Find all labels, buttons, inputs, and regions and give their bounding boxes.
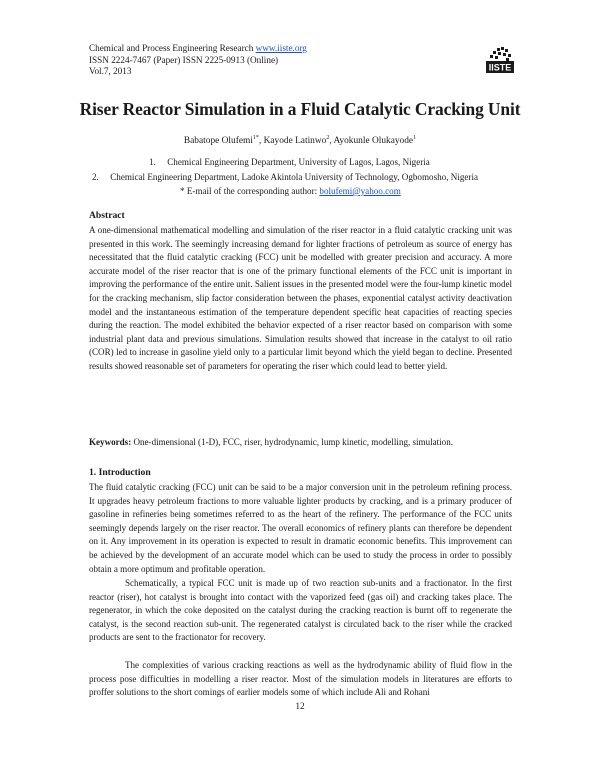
email-link[interactable]: bolufemi@yahoo.com	[319, 186, 401, 196]
affiliation-number: 1.	[149, 157, 156, 167]
author-superscript: 1*	[252, 135, 259, 141]
iiste-logo	[486, 47, 514, 73]
author-superscript: 1	[413, 135, 417, 141]
abstract-text: A one-dimensional mathematical modelling and simulation of the riser reactor in a fluid catalytic cracking unit was presented in this work. The seemingly increasing demand for lighter fractions of petroleum as source of energy has necessitated that the fluid catalytic cracking (FCC) unit be modelled with greater precision and accuracy. A more accurate model of the riser reactor that is one of the primary functional elements of the FCC unit is important in improving the performance of the entire unit. Salient issues in the presented model were the four-lump kinetic model for the cracking mechanism, slip factor consideration between the phases, exponential catalyst activity deactivation model and the instantaneous estimation of the temperature dependent specific heat capacities of reacting species during the reaction. The model exhibited the behavior expected of a riser reactor based on comparison with some industrial plant data and previous simulations. Simulation results showed that increase in the catalyst to oil ratio (COR) led to increase in gasoline yield only to a particular limit beyond which the yield began to decline. Presented results showed reasonable set of parameters for operating the riser which could lead to better yield.	[89, 225, 512, 371]
author-name: Babatope Olufemi	[183, 136, 253, 147]
introduction-heading: 1. Introduction	[89, 467, 151, 478]
abstract-heading: Abstract	[89, 210, 125, 221]
journal-header	[89, 43, 307, 78]
corresponding-email: * E-mail of the corresponding author: bolufemi@yahoo.com	[180, 186, 401, 196]
author-name: Ayokunle Olukayode	[333, 136, 414, 147]
affiliation-text: Chemical Engineering Department, University of Lagos, Lagos, Nigeria	[167, 157, 430, 167]
affiliation-number: 2.	[92, 172, 99, 182]
intro-paragraph-1: The fluid catalytic cracking (FCC) unit can be said to be a major conversion unit in the petroleum refining process. It upgrades heavy petroleum fractions to more valuable lighter products by cracking, and is a primary producer of gasoline in refineries being sometimes referred to as the heart of the refinery. The performance of the FCC units seemingly depends largely on the riser reactor. The overall economics of refinery plants can therefore be dependent on it. Any improvement in its operation is expected to result in dramatic economic benefits. This improvement can be achieved by the development of an accurate model which can be used to study the process in order to possibly obtain a more optimum and profitable operation.	[89, 482, 512, 574]
paper-title: Riser Reactor Simulation in a Fluid Catalytic Cracking Unit	[79, 99, 521, 119]
page-number: 12	[295, 702, 305, 712]
intro-paragraph-3: The complexities of various cracking reactions as well as the hydrodynamic ability of fluid flow in the process pose difficulties in modelling a riser reactor. Most of the simulation models in literatures are efforts to proffer solutions to the short comings of earlier models some of which include Ali and Rohani	[89, 660, 512, 698]
affiliation-text: Chemical Engineering Department, Ladoke Akintola University of Technology, Ogbomosho, Nigeria	[110, 172, 479, 182]
author-name: Kayode Latinwo	[263, 136, 327, 147]
author-superscript: 2	[326, 135, 330, 141]
affiliation-1	[149, 157, 430, 167]
affiliation-2	[92, 172, 478, 182]
keywords	[89, 437, 512, 447]
issn-line: ISSN 2224-7467 (Paper) ISSN 2225-0913 (Online)	[89, 54, 279, 65]
keywords-text: One-dimensional (1-D), FCC, riser, hydrodynamic, lump kinetic, modelling, simulation.	[131, 437, 453, 447]
journal-website-link[interactable]: www.iiste.org	[255, 43, 307, 53]
author-list: Babatope Olufemi$^{1*}$, Kayode Latinwo$^2$, Ayokunle Olukayode$^1$	[183, 135, 417, 147]
svg-text:IISTE: IISTE	[488, 62, 512, 73]
keywords-label: Keywords:	[89, 437, 132, 447]
volume-line: Vol.7, 2013	[89, 66, 132, 76]
intro-paragraph-2: Schematically, a typical FCC unit is made up of two reaction sub-units and a fractionator. In the first reactor (riser), hot catalyst is brought into contact with the vaporized feed (gas oil) and cracking takes place. The regenerator, in which the coke deposited on the catalyst during the cracking reaction is burnt off to regenerate the catalyst, is the second reaction sub-unit. The regenerated catalyst is circulated back to the riser while the cracked products are sent to the fractionator for recovery.	[89, 578, 512, 643]
journal-name-line: Chemical and Process Engineering Research www.iiste.org	[89, 43, 307, 53]
